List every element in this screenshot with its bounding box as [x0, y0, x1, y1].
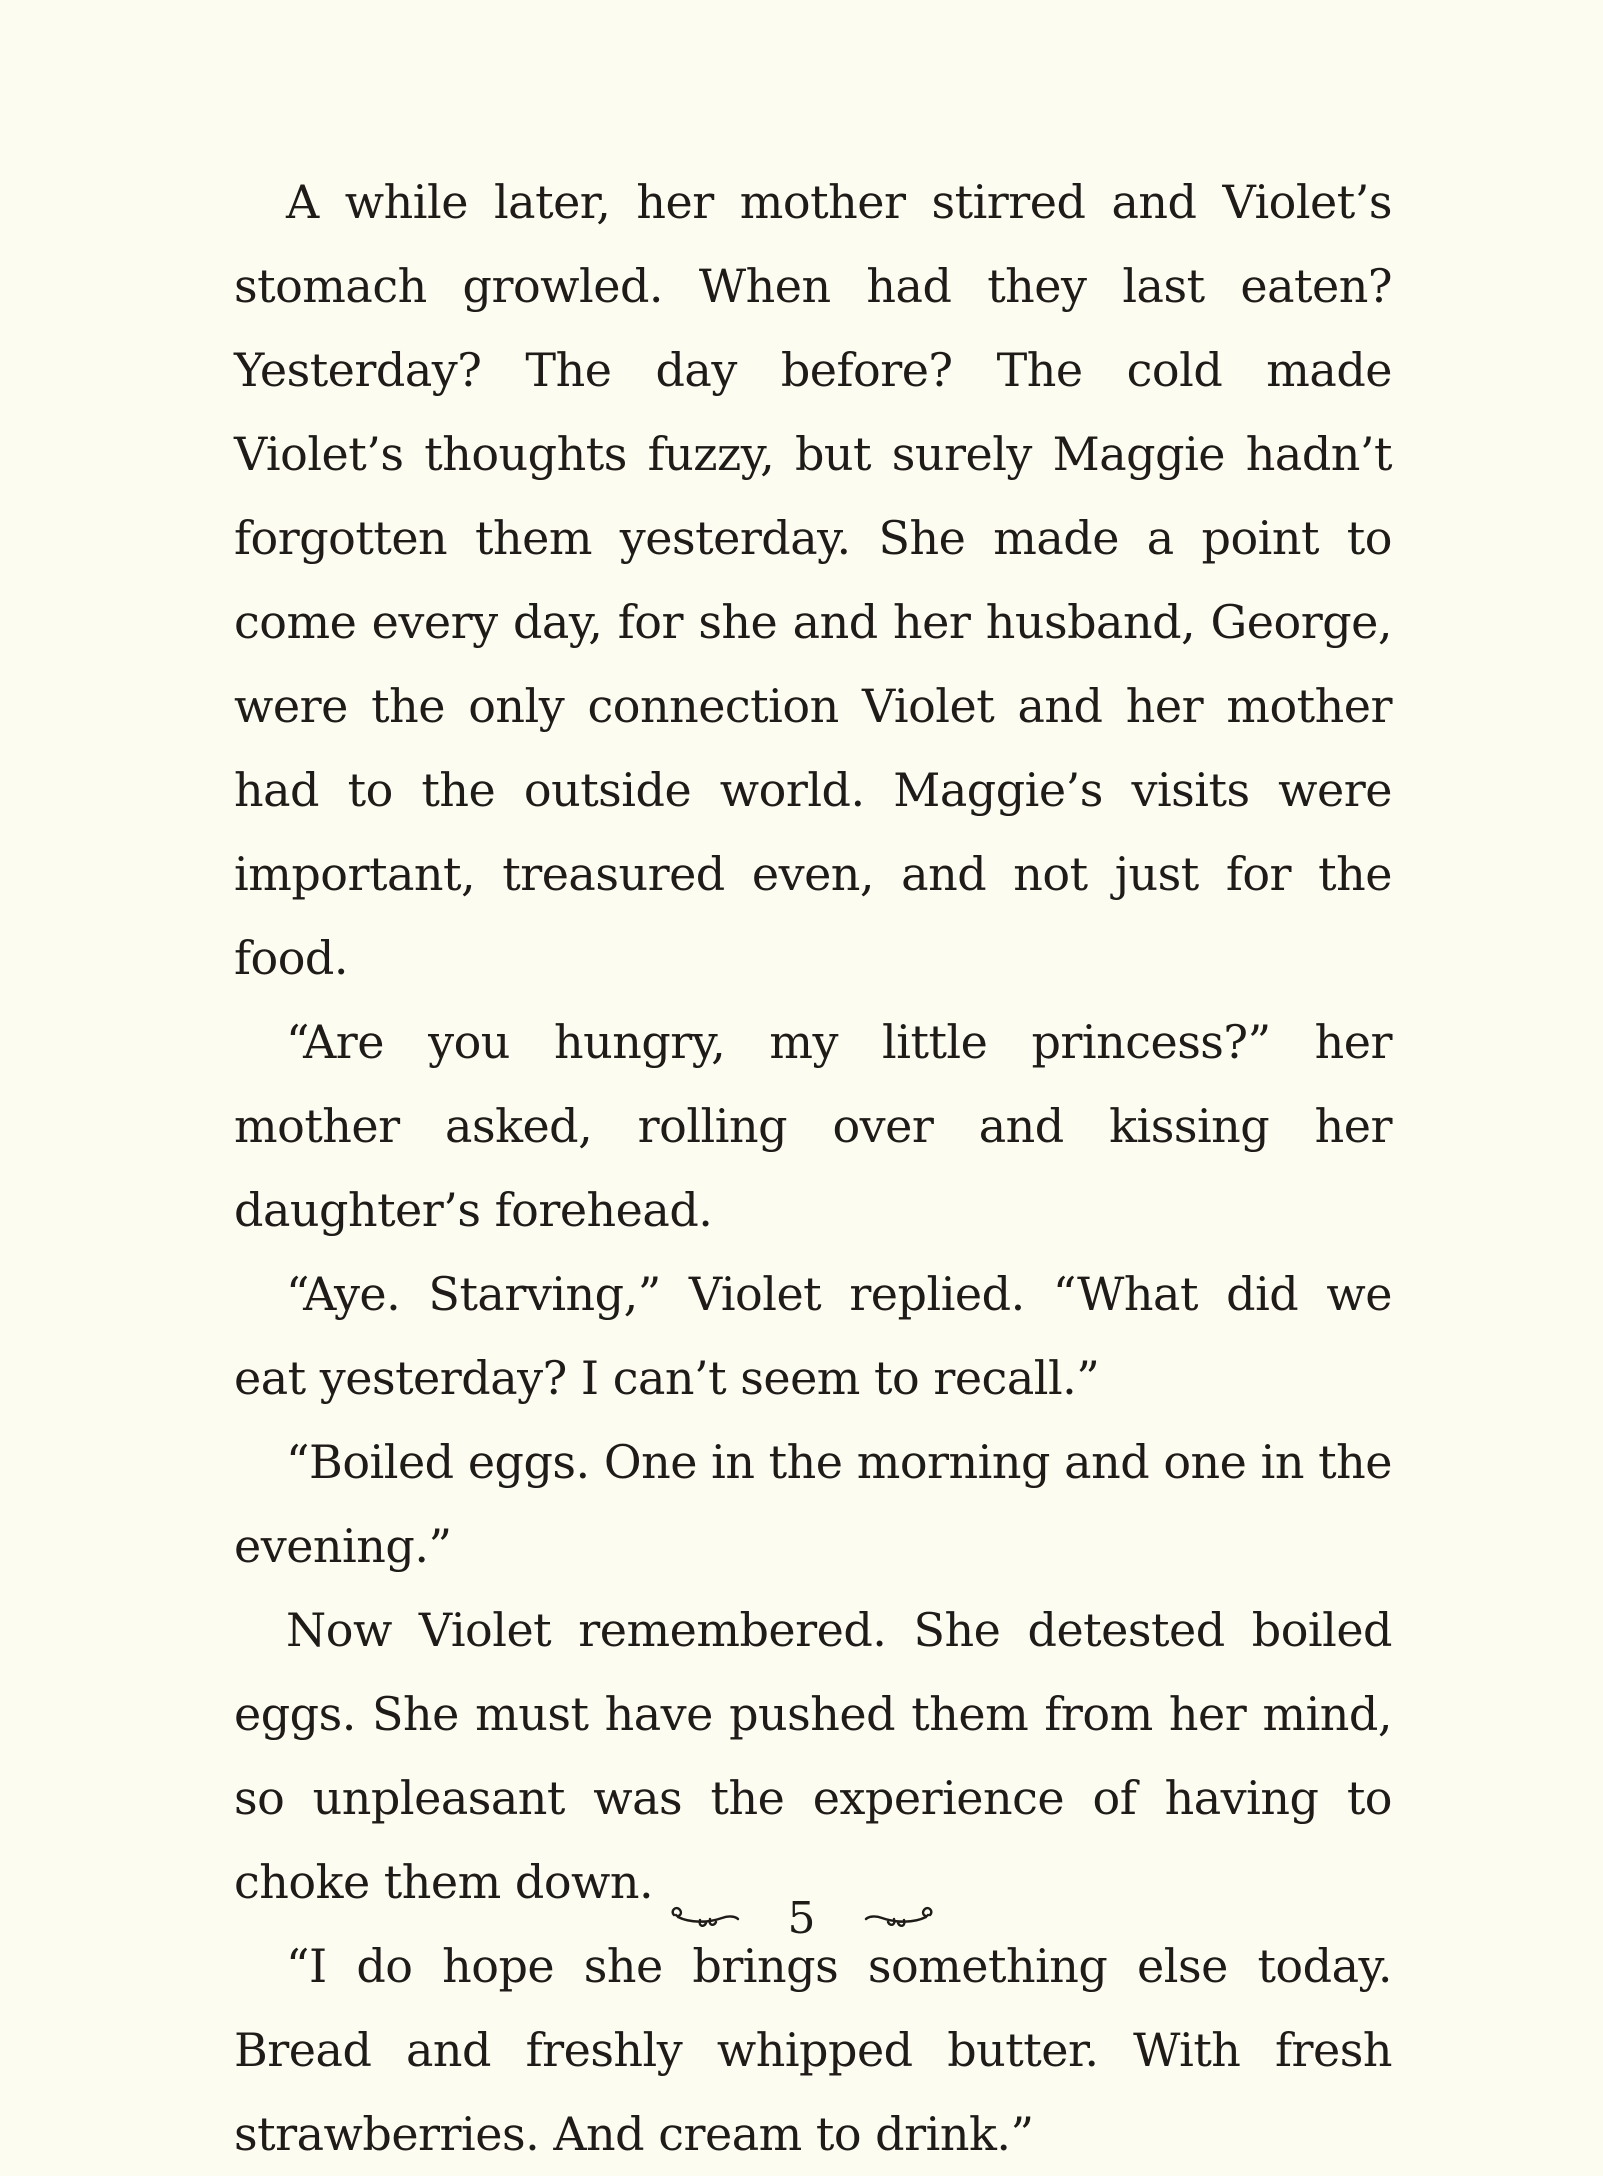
paragraph: “Boiled eggs. One in the morning and one in the evening.” [234, 1435, 1392, 1573]
page-number: 5 [787, 1892, 816, 1944]
paragraph: “Aye. Starving,” Violet replied. “What did we eat yesterday? I can’t seem to recall.” [234, 1267, 1392, 1405]
paragraph: “Are you hungry, my little princess?” her mother asked, rolling over and kissing her daughter’s forehead. [234, 1015, 1392, 1237]
paragraph: A while later, her mother stirred and Violet’s stomach growled. When had they last eaten? Yesterday? The day before? The cold made Violet’s thoughts fuzzy, but surely Maggie hadn’t forgotten them yesterday. She made a point to come every day, for she and her husband, George, were the only connection Violet and her mother had to the outside world. Maggie’s visits were important, treasured even, and not just for the food. [234, 175, 1392, 985]
body-text [234, 160, 1392, 2176]
paragraph: Now Violet remembered. She detested boiled eggs. She must have pushed them from her mind, so unpleasant was the experience of having to choke them down. [234, 1603, 1392, 1909]
scroll-flourish-right-icon [864, 1901, 936, 1935]
scroll-flourish-left-icon [668, 1901, 740, 1935]
paragraph: “I do hope she brings something else today. Bread and freshly whipped butter. With fresh strawberries. And cream to drink.” [234, 1939, 1392, 2161]
page-footer [0, 1878, 1603, 1958]
